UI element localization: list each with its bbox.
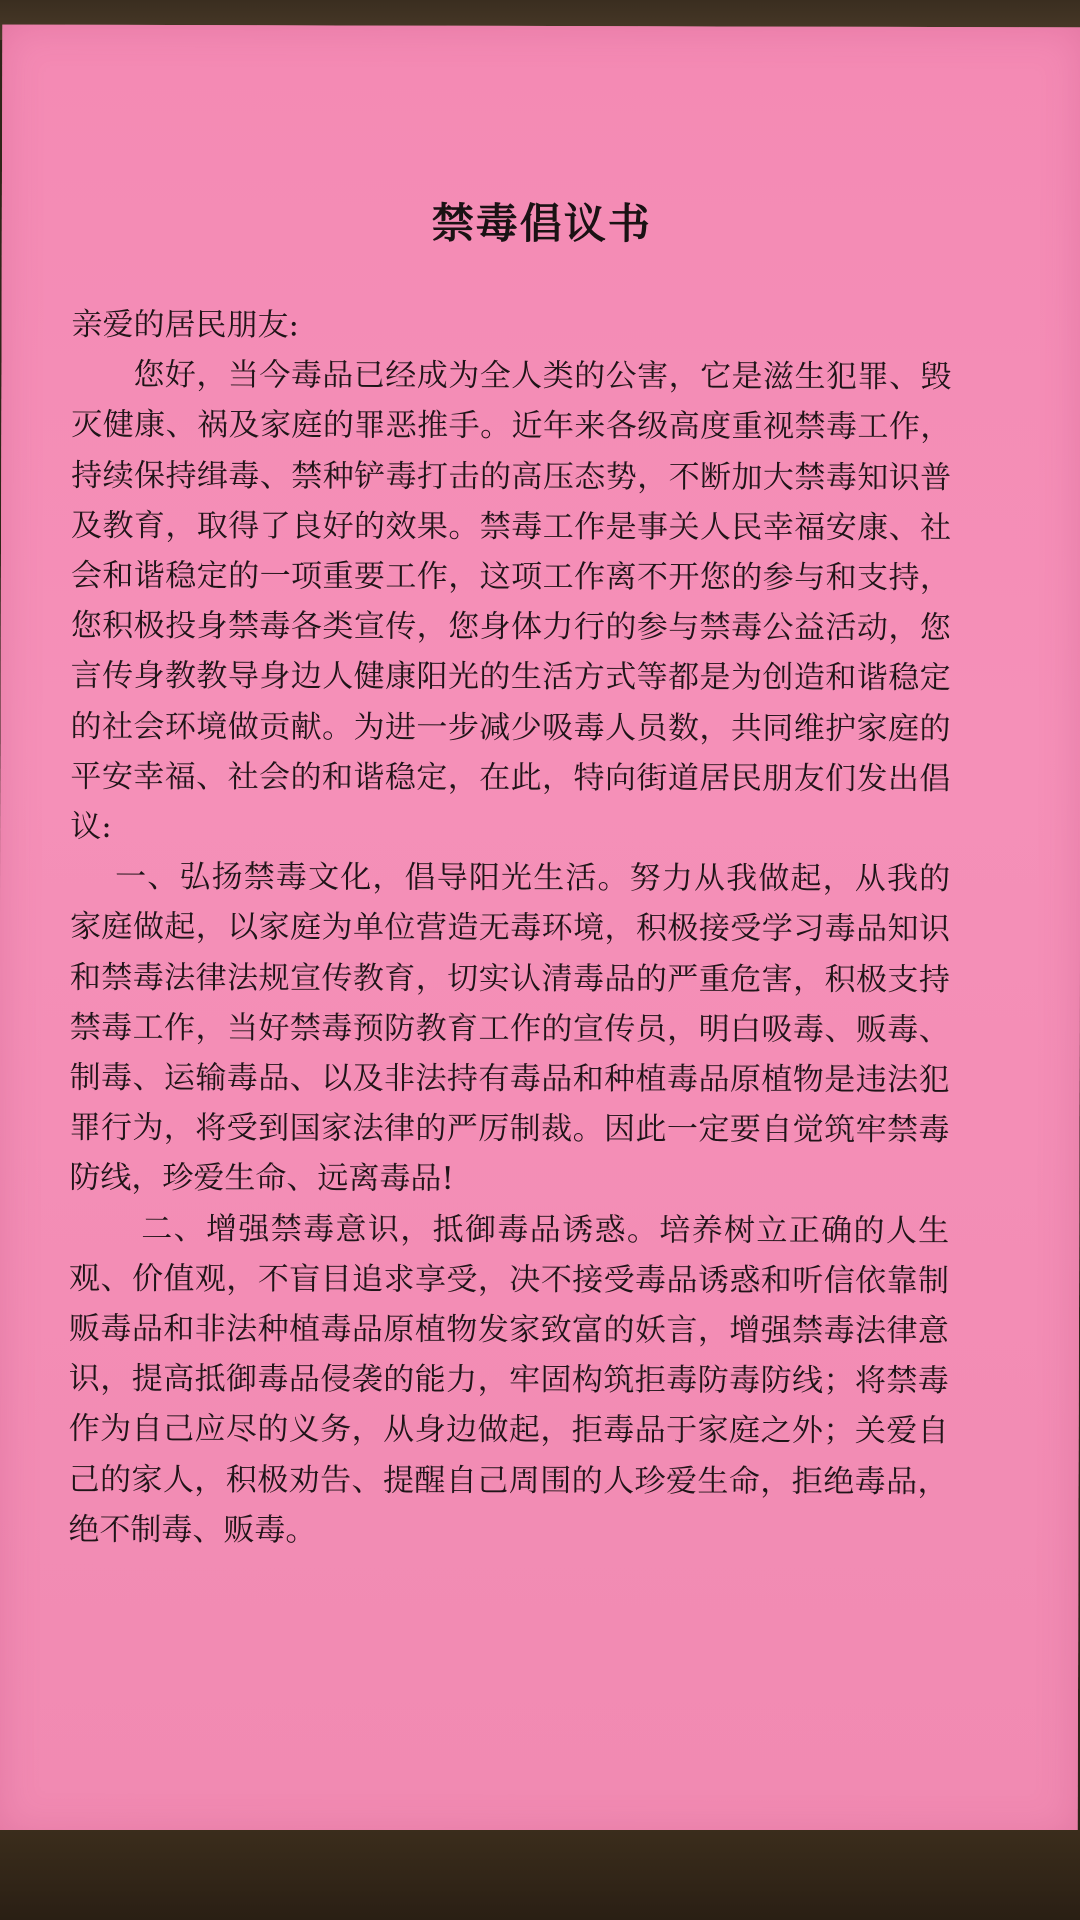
paragraph-intro: 您好，当今毒品已经成为全人类的公害，它是滋生犯罪、毁灭健康、祸及家庭的罪恶推手。近年来各级高度重视禁毒工作，持续保持缉毒、禁种铲毒打击的高压态势，不断加大禁毒知识普及教育，取得了良好的效果。禁毒工作是事关人民幸福安康、社会和谐稳定的一项重要工作，这项工作离不开您的参与和支持，您积极投身禁毒各类宣传，您身体力行的参与禁毒公益活动，您言传身教教导身边人健康阳光的生活方式等都是为创造和谐稳定的社会环境做贡献。为进一步减少吸毒人员数，共同维护家庭的平安幸福、社会的和谐稳定，在此，特向街道居民朋友们发出倡议: [70, 357, 952, 845]
greeting-line: 亲爱的居民朋友: [71, 306, 300, 344]
paragraph-proposal-two: 二、增强禁毒意识，抵御毒品诱惑。培养树立正确的人生观、价值观，不盲目追求享受，决不接受毒品诱惑和听信依靠制贩毒品和非法种植毒品原植物发家致富的妖言，增强禁毒法律意识，提高抵御毒品侵袭的能力，牢固构筑拒毒防毒防线；将禁毒作为自己应尽的义务，从身边做起，拒毒品于家庭之外；关爱自己的家人，积极劝告、提醒自己周围的人珍爱生命，拒绝毒品，绝不制毒、贩毒。 [68, 1210, 950, 1549]
document-page [0, 25, 1080, 1838]
paragraph-proposal-one: 一、弘扬禁毒文化，倡导阳光生活。努力从我做起，从我的家庭做起，以家庭为单位营造无毒环境，积极接受学习毒品知识和禁毒法律法规宣传教育，切实认清毒品的严重危害，积极支持禁毒工作，当好禁毒预防教育工作的宣传员，明白吸毒、贩毒、制毒、运输毒品、以及非法持有毒品和种植毒品原植物是违法犯罪行为，将受到国家法律的严厉制裁。因此一定要自觉筑牢禁毒防线，珍爱生命、远离毒品! [69, 859, 951, 1198]
desk-background-bottom [0, 1830, 1080, 1920]
document-title: 禁毒倡议书 [431, 198, 652, 249]
document-body [68, 300, 951, 1557]
